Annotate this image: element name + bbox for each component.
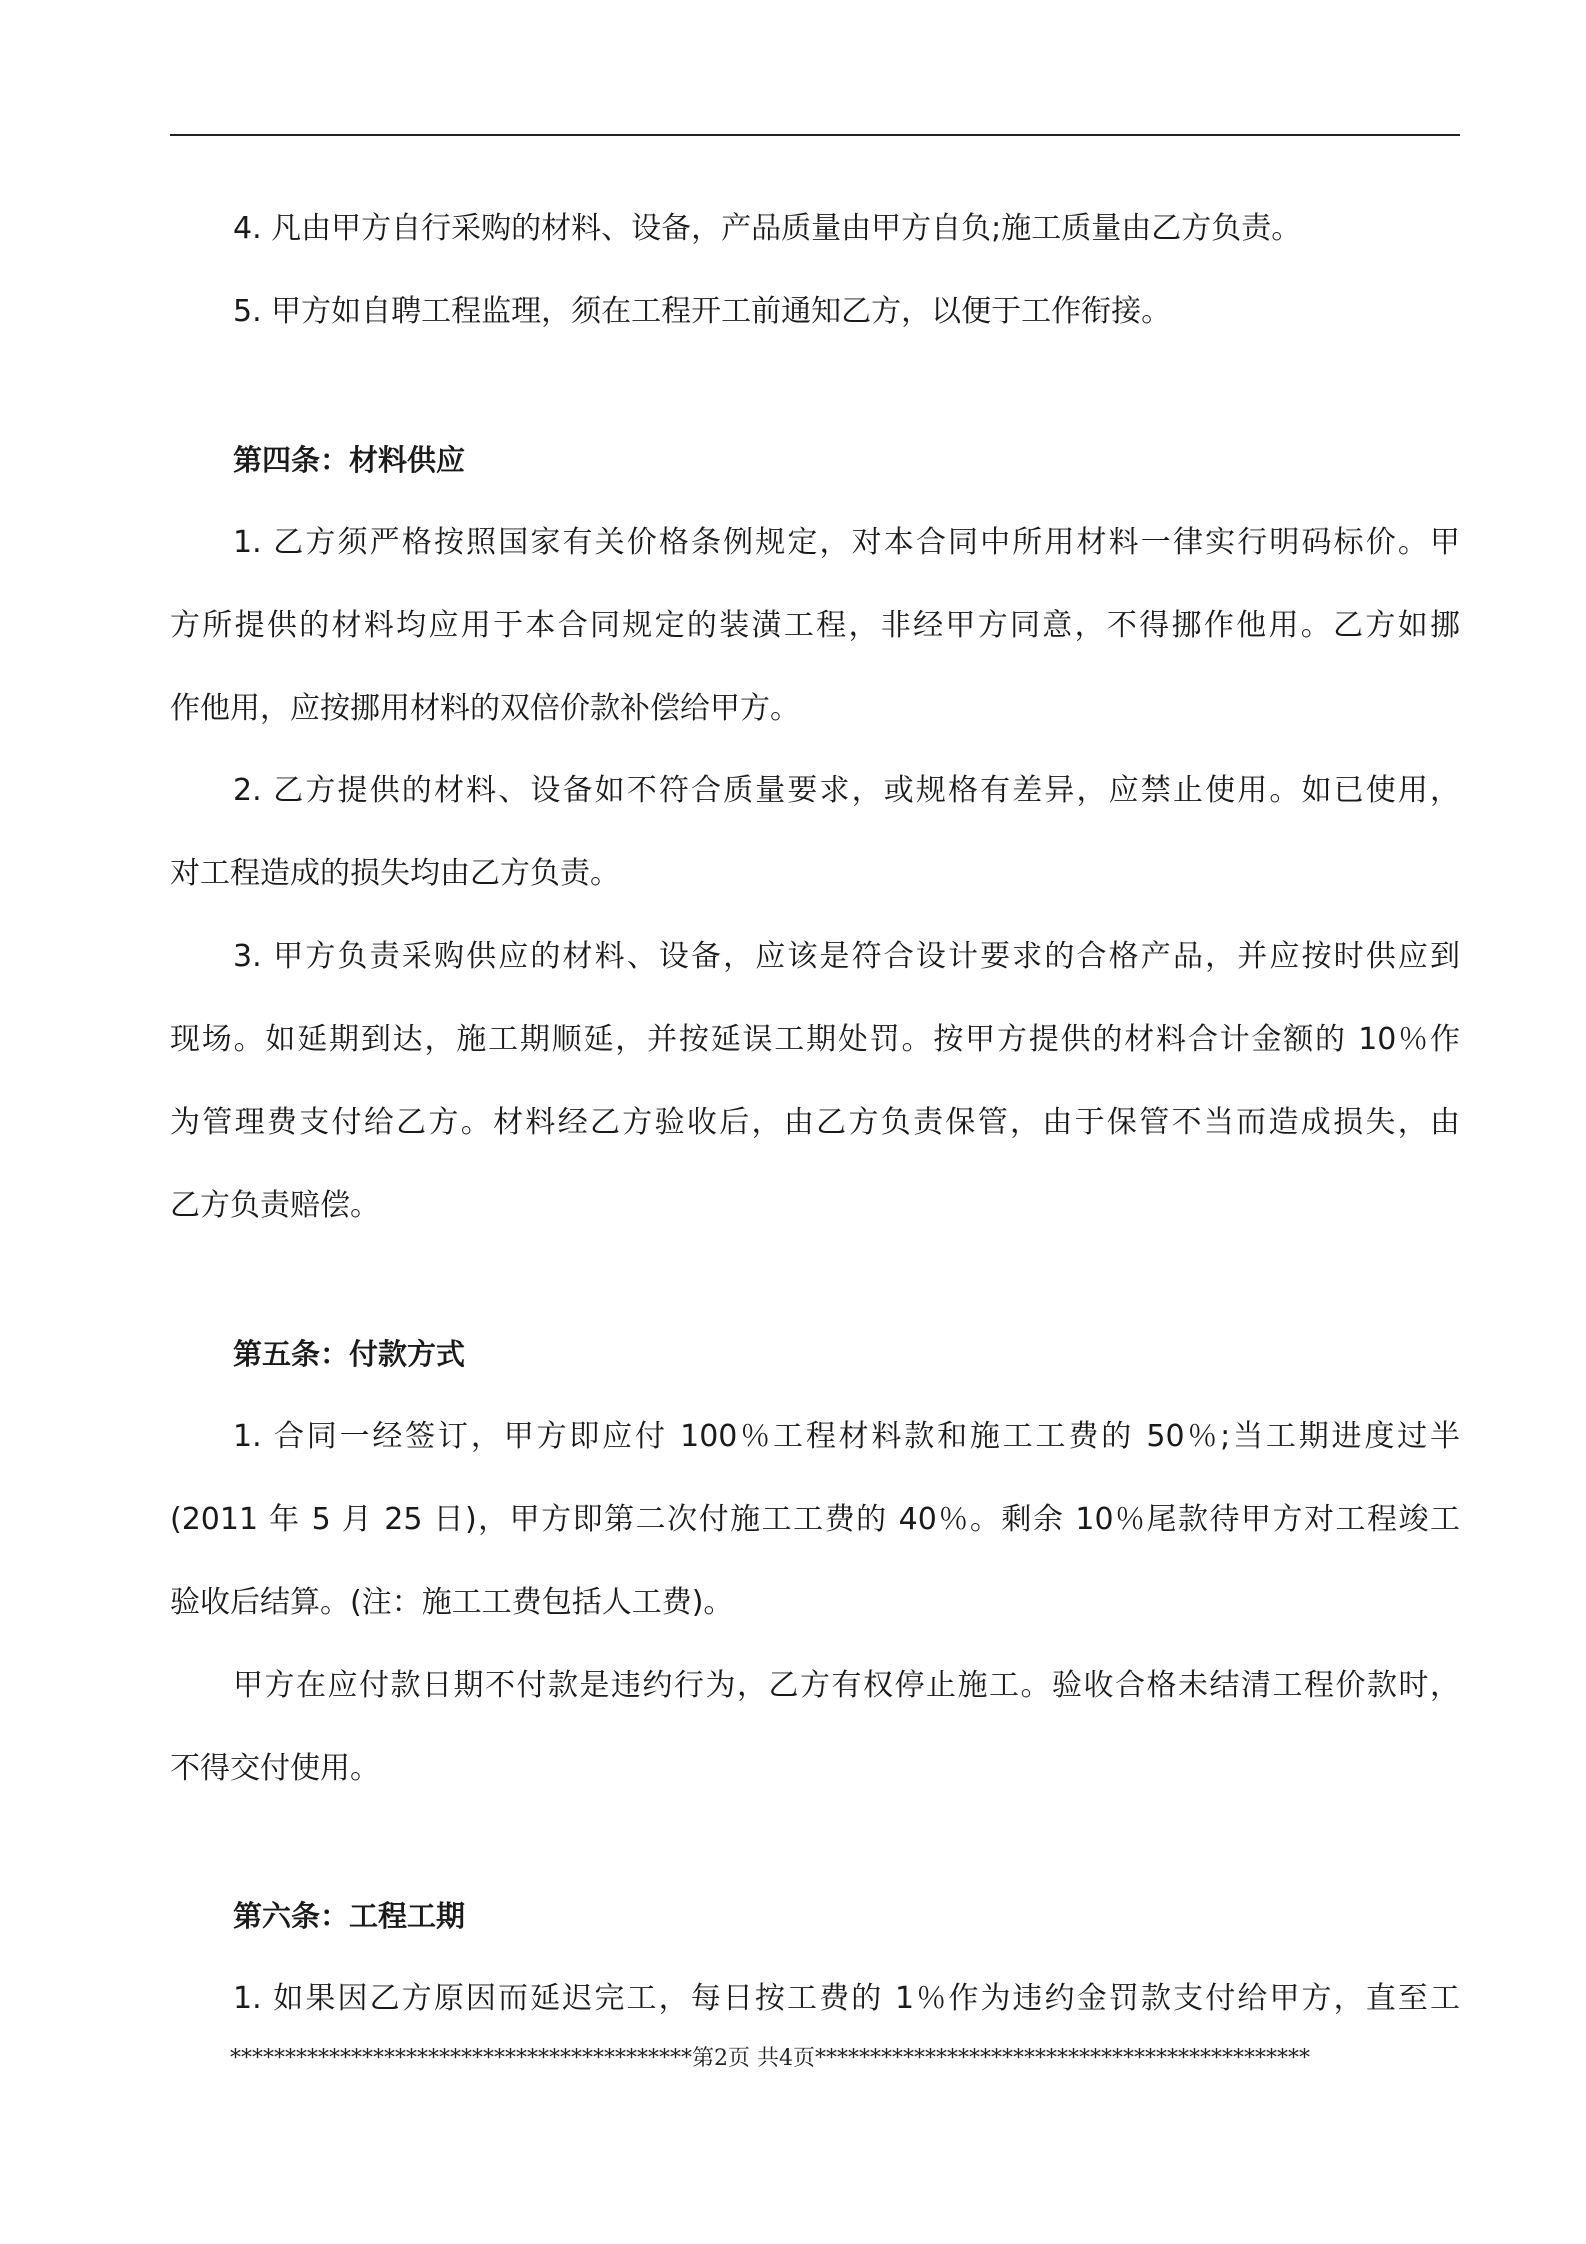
section-heading-payment: 第五条：付款方式 — [233, 1337, 466, 1371]
paragraph-line: 为管理费支付给乙方。材料经乙方验收后，由乙方负责保管，由于保管不当而造成损失，由 — [170, 1105, 1460, 1140]
paragraph-line: 乙方负责赔偿。 — [170, 1188, 380, 1223]
clause-item-5: 5. 甲方如自聘工程监理，须在工程开工前通知乙方，以便于工作衔接。 — [233, 294, 1172, 329]
page-footer: ******************************************第2页 共4页********************************************* — [230, 2046, 1310, 2071]
paragraph-line: 1. 合同一经签订，甲方即应付 100％工程材料款和施工工费的 50％;当工期进度过半 — [233, 1419, 1460, 1454]
section-heading-schedule: 第六条：工程工期 — [233, 1899, 466, 1933]
section-heading-materials: 第四条：材料供应 — [233, 443, 466, 477]
paragraph-line: 对工程造成的损失均由乙方负责。 — [170, 856, 620, 891]
paragraph-line: 作他用，应按挪用材料的双倍价款补偿给甲方。 — [170, 691, 800, 726]
paragraph-line: 验收后结算。(注：施工工费包括人工费)。 — [170, 1585, 734, 1620]
paragraph-line: 1. 如果因乙方原因而延迟完工，每日按工费的 1％作为违约金罚款支付给甲方，直至工 — [233, 1981, 1460, 2016]
paragraph-line: 现场。如延期到达，施工期顺延，并按延误工期处罚。按甲方提供的材料合计金额的 10％作 — [170, 1022, 1460, 1057]
paragraph-line: 2. 乙方提供的材料、设备如不符合质量要求，或规格有差异，应禁止使用。如已使用， — [233, 773, 1460, 808]
paragraph-line: 甲方在应付款日期不付款是违约行为，乙方有权停止施工。验收合格未结清工程价款时， — [233, 1668, 1460, 1703]
clause-item-4: 4. 凡由甲方自行采购的材料、设备，产品质量由甲方自负;施工质量由乙方负责。 — [233, 211, 1302, 246]
paragraph-line: 1. 乙方须严格按照国家有关价格条例规定，对本合同中所用材料一律实行明码标价。甲 — [233, 525, 1460, 560]
header-rule — [170, 134, 1460, 136]
paragraph-line: 3. 甲方负责采购供应的材料、设备，应该是符合设计要求的合格产品，并应按时供应到 — [233, 939, 1460, 974]
paragraph-line: (2011 年 5 月 25 日)，甲方即第二次付施工工费的 40％。剩余 10％尾款待甲方对工程竣工 — [170, 1502, 1460, 1537]
paragraph-line: 不得交付使用。 — [170, 1751, 380, 1786]
paragraph-line: 方所提供的材料均应用于本合同规定的装潢工程，非经甲方同意，不得挪作他用。乙方如挪 — [170, 608, 1460, 643]
